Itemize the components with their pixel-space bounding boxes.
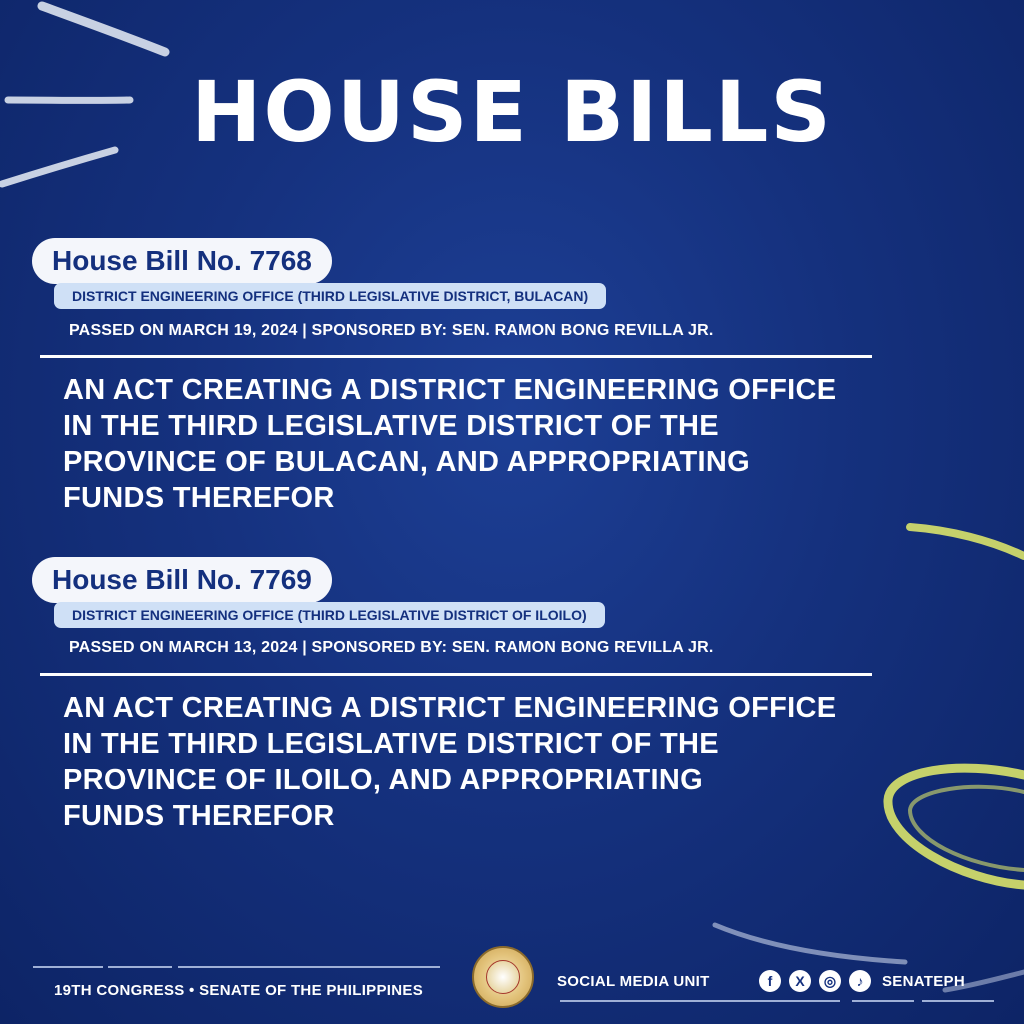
- footer-divider: [108, 966, 172, 968]
- senate-seal-icon: [472, 946, 534, 1008]
- bill-office-label: DISTRICT ENGINEERING OFFICE (THIRD LEGISLATIVE DISTRICT OF ILOILO): [54, 602, 605, 628]
- divider: [40, 673, 872, 676]
- bill-description: [63, 372, 943, 516]
- bill-description-line: IN THE THIRD LEGISLATIVE DISTRICT OF THE: [63, 728, 719, 760]
- footer-unit-label: SOCIAL MEDIA UNIT: [557, 973, 710, 990]
- facebook-icon[interactable]: f: [759, 970, 781, 992]
- bill-description-line: AN ACT CREATING A DISTRICT ENGINEERING OFFICE: [63, 374, 837, 406]
- bill-passed-info: PASSED ON MARCH 13, 2024 | SPONSORED BY: SEN. RAMON BONG REVILLA JR.: [69, 639, 714, 656]
- x-icon[interactable]: X: [789, 970, 811, 992]
- footer-divider: [560, 1000, 840, 1002]
- bill-description-line: FUNDS THEREFOR: [63, 800, 335, 832]
- instagram-icon[interactable]: ◎: [819, 970, 841, 992]
- footer-divider: [178, 966, 440, 968]
- footer-handle[interactable]: SENATEPH: [882, 973, 965, 990]
- bill-number-badge: House Bill No. 7768: [32, 238, 332, 284]
- bill-description: [63, 690, 943, 834]
- bill-description-line: FUNDS THEREFOR: [63, 482, 335, 514]
- seal-center: [486, 960, 520, 994]
- bill-description-line: AN ACT CREATING A DISTRICT ENGINEERING OFFICE: [63, 692, 837, 724]
- bill-number-badge: House Bill No. 7769: [32, 557, 332, 603]
- bill-description-line: IN THE THIRD LEGISLATIVE DISTRICT OF THE: [63, 410, 719, 442]
- bill-description-line: PROVINCE OF ILOILO, AND APPROPRIATING: [63, 764, 703, 796]
- tiktok-icon[interactable]: ♪: [849, 970, 871, 992]
- bill-office-label: DISTRICT ENGINEERING OFFICE (THIRD LEGISLATIVE DISTRICT, BULACAN): [54, 283, 606, 309]
- divider: [40, 355, 872, 358]
- page-title: HOUSE BILLS: [191, 63, 833, 161]
- footer-congress-label: 19TH CONGRESS • SENATE OF THE PHILIPPINES: [54, 982, 423, 999]
- bill-passed-info: PASSED ON MARCH 19, 2024 | SPONSORED BY: SEN. RAMON BONG REVILLA JR.: [69, 322, 714, 339]
- bill-description-line: PROVINCE OF BULACAN, AND APPROPRIATING: [63, 446, 751, 478]
- footer-divider: [33, 966, 103, 968]
- footer-divider: [852, 1000, 914, 1002]
- footer-divider: [922, 1000, 994, 1002]
